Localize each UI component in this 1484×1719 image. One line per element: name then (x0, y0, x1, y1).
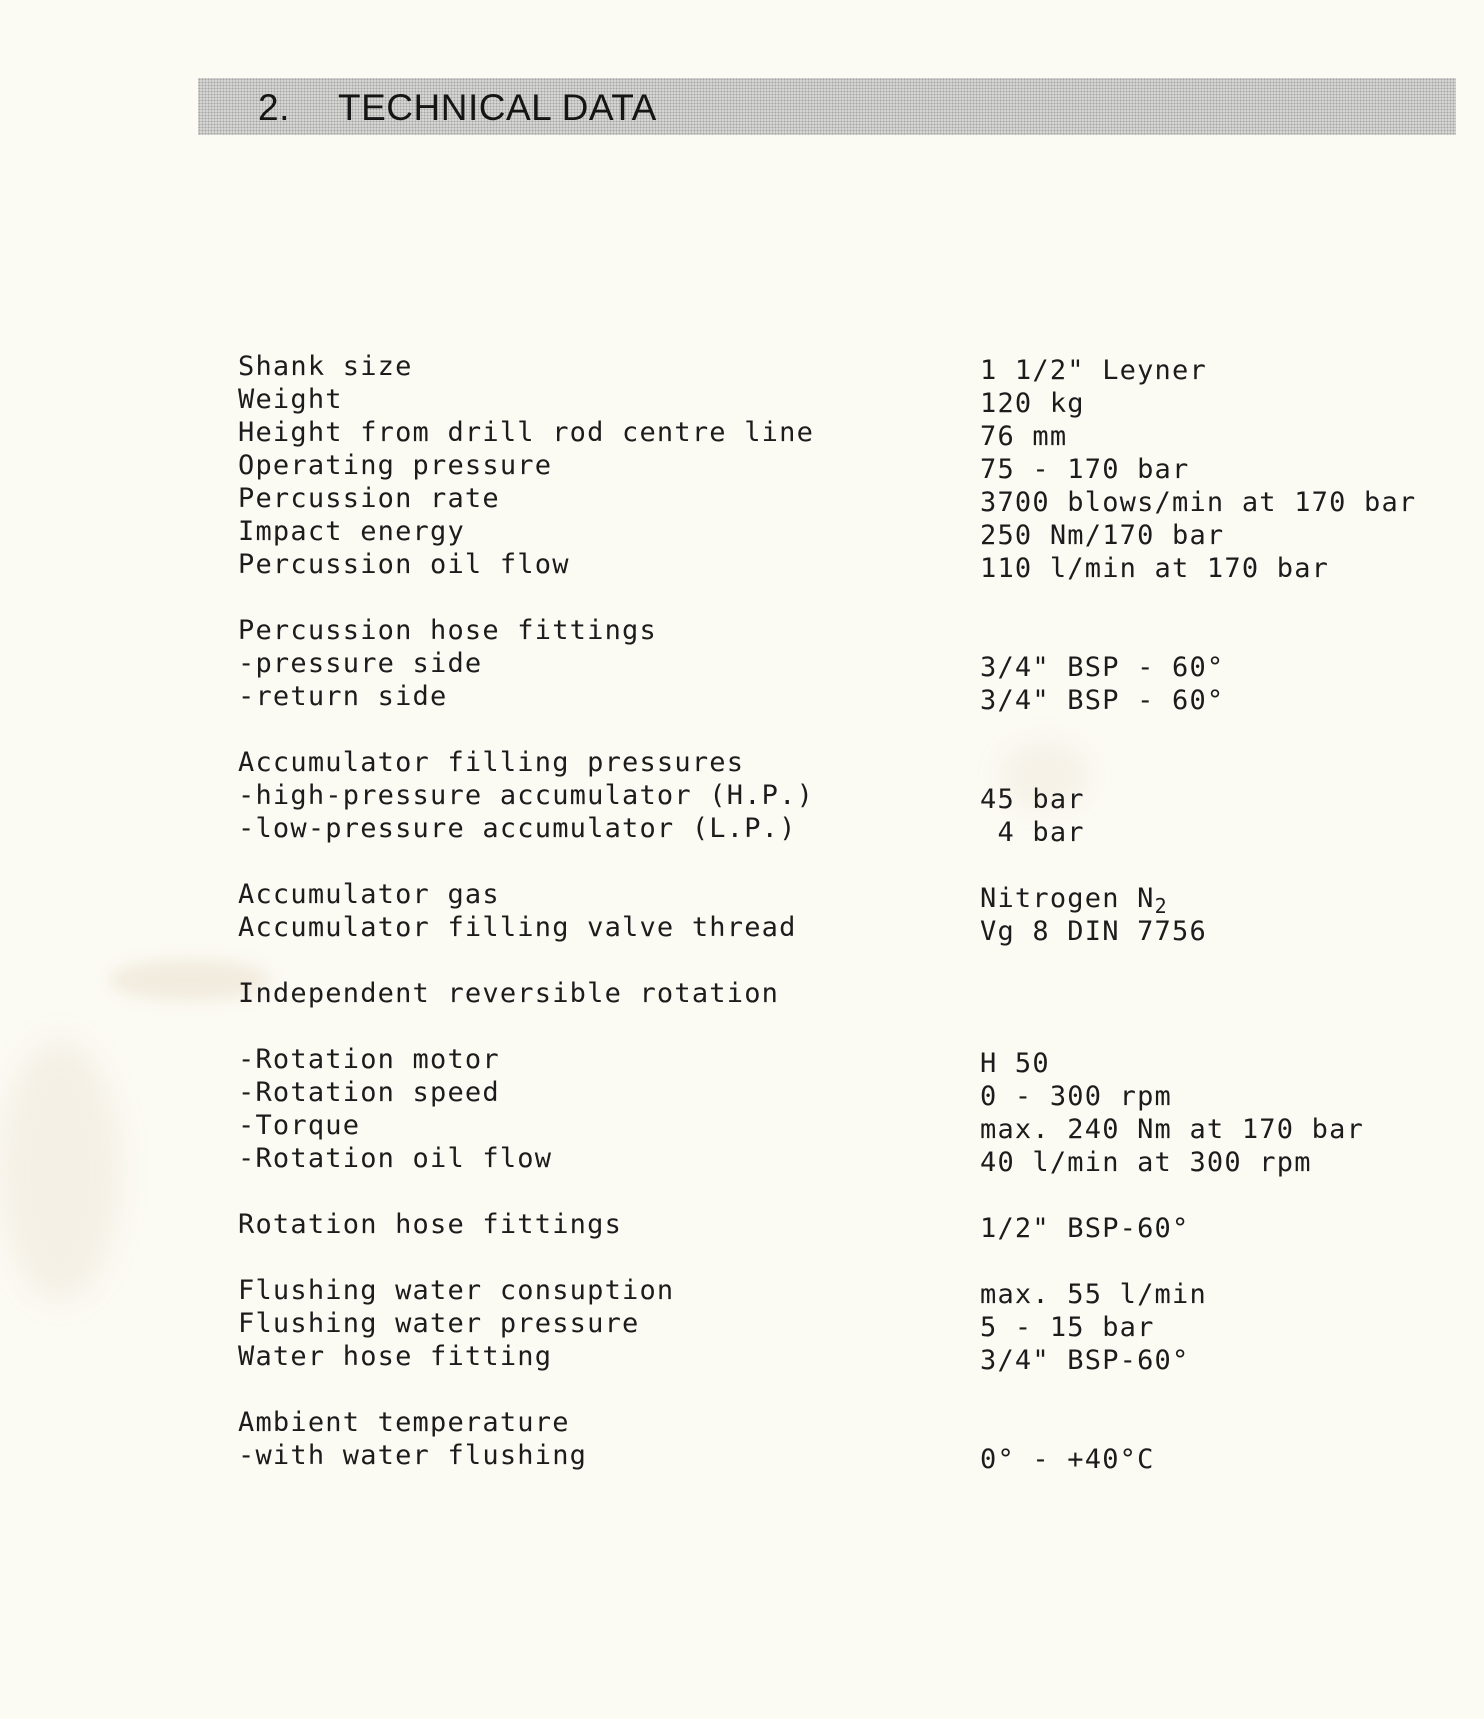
spec-value: 75 - 170 bar (980, 454, 1190, 485)
spec-label: Rotation hose fittings (238, 1209, 623, 1240)
spec-value: 40 l/min at 300 rpm (980, 1147, 1312, 1178)
spec-value: 120 kg (980, 388, 1085, 419)
spec-row-water-hose-fitting (238, 1340, 1468, 1376)
spec-row-accumulator-gas (238, 878, 1468, 918)
spec-value: 3/4" BSP-60° (980, 1345, 1190, 1376)
spec-value: 1 1/2" Leyner (980, 355, 1207, 386)
spec-label: Shank size (238, 351, 413, 382)
spec-label: Operating pressure (238, 450, 553, 481)
spec-label: Percussion oil flow (238, 549, 570, 580)
spec-label: -Rotation motor (238, 1044, 500, 1075)
spec-row-weight (238, 383, 1468, 419)
spec-row-pressure-side (238, 647, 1468, 683)
spec-value: 250 Nm/170 bar (980, 520, 1225, 551)
spec-label: Weight (238, 384, 343, 415)
spec-row-hp-accumulator (238, 779, 1468, 815)
spec-row-rotation-speed (238, 1076, 1468, 1112)
spec-row-rotation-hose-fittings (238, 1208, 1468, 1244)
spec-row-flushing-water-pressure (238, 1307, 1468, 1343)
spec-label: -Rotation oil flow (238, 1143, 553, 1174)
spec-label: -return side (238, 681, 448, 712)
spec-label: -pressure side (238, 648, 483, 679)
spec-label: -high-pressure accumulator (H.P.) (238, 780, 815, 811)
spec-label: Flushing water pressure (238, 1308, 640, 1339)
spec-group-heading: Independent reversible rotation (238, 978, 780, 1009)
spec-value: Vg 8 DIN 7756 (980, 916, 1207, 947)
spec-label: Accumulator filling valve thread (238, 912, 797, 943)
spec-label: -Rotation speed (238, 1077, 500, 1108)
spec-label: Accumulator gas (238, 879, 500, 910)
spec-group-independent-rotation (238, 977, 1468, 1010)
spec-group-percussion-hose-fittings (238, 614, 1468, 647)
spec-value: 3/4" BSP - 60° (980, 652, 1225, 683)
spec-value: max. 240 Nm at 170 bar (980, 1114, 1365, 1145)
spec-value: 45 bar (980, 784, 1085, 815)
technical-data-list (238, 350, 1468, 1475)
spec-label: Impact energy (238, 516, 465, 547)
spec-row-torque (238, 1109, 1468, 1145)
spec-value: 1/2" BSP-60° (980, 1213, 1190, 1244)
spec-label: Water hose fitting (238, 1341, 553, 1372)
spec-value: 4 bar (980, 817, 1085, 848)
spec-value: 3/4" BSP - 60° (980, 685, 1225, 716)
spec-label: Height from drill rod centre line (238, 417, 815, 448)
spec-value-text: Nitrogen N (980, 883, 1155, 914)
spec-value: H 50 (980, 1048, 1050, 1079)
section-title: TECHNICAL DATA (338, 87, 657, 128)
spec-row-rotation-oil-flow (238, 1142, 1468, 1178)
spec-group-ambient-temperature (238, 1406, 1468, 1439)
spec-label: Flushing water consuption (238, 1275, 675, 1306)
spec-label: -with water flushing (238, 1440, 588, 1471)
spec-row-return-side (238, 680, 1468, 716)
spec-row-rotation-motor (238, 1043, 1468, 1079)
paper-stain (0, 1040, 120, 1300)
spec-row-flushing-water-consumption (238, 1274, 1468, 1310)
spec-value: 0° - +40°C (980, 1444, 1155, 1475)
spec-value: 0 - 300 rpm (980, 1081, 1173, 1112)
spec-row-lp-accumulator (238, 812, 1468, 848)
spec-label: -low-pressure accumulator (L.P.) (238, 813, 797, 844)
spec-row-percussion-oil-flow (238, 548, 1468, 584)
spec-row-with-water-flushing (238, 1439, 1468, 1475)
spec-row-height-from-centre-line (238, 416, 1468, 452)
spec-value: 3700 blows/min at 170 bar (980, 487, 1417, 518)
spec-value: max. 55 l/min (980, 1279, 1207, 1310)
spec-row-operating-pressure (238, 449, 1468, 485)
spec-label: Percussion rate (238, 483, 500, 514)
spec-row-percussion-rate (238, 482, 1468, 518)
spec-group-accumulator-filling-pressures (238, 746, 1468, 779)
spec-group-heading: Accumulator filling pressures (238, 747, 745, 778)
spec-value: 110 l/min at 170 bar (980, 553, 1330, 584)
spec-row-impact-energy (238, 515, 1468, 551)
spec-value-subscript: 2 (1154, 894, 1168, 918)
spec-row-shank-size (238, 350, 1468, 386)
spec-group-heading: Percussion hose fittings (238, 615, 657, 646)
spec-row-filling-valve-thread (238, 911, 1468, 947)
spec-label: -Torque (238, 1110, 361, 1141)
section-number: 2. (258, 87, 290, 128)
spec-value: 76 mm (980, 421, 1068, 452)
spec-value: 5 - 15 bar (980, 1312, 1155, 1343)
section-heading (258, 86, 657, 130)
spec-group-heading: Ambient temperature (238, 1407, 570, 1438)
